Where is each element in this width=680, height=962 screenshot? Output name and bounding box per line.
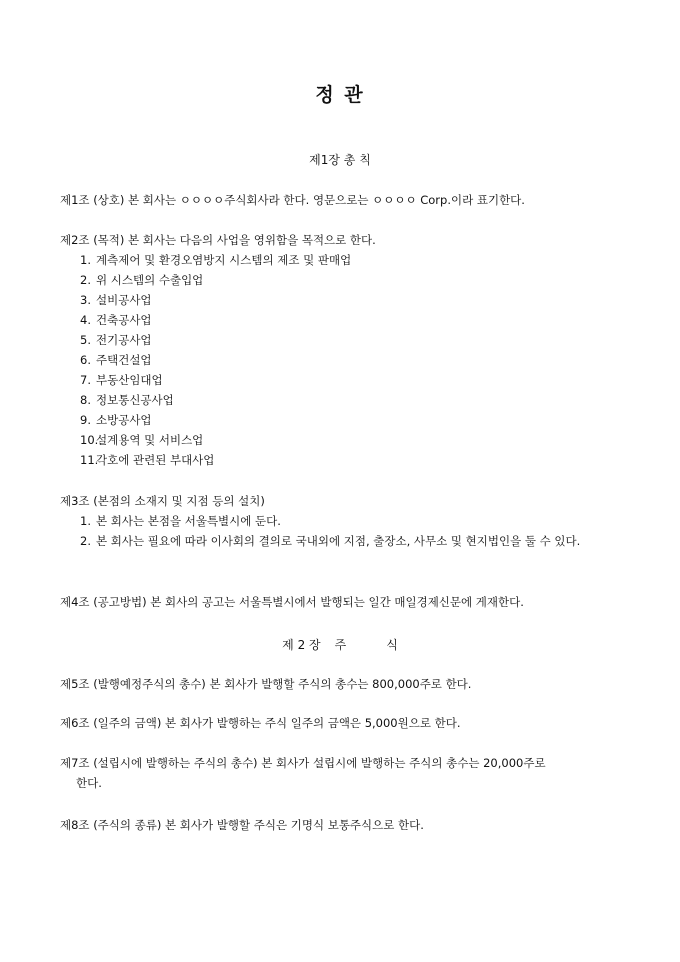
list-item — [60, 531, 620, 551]
item-number: 7. — [80, 373, 91, 387]
item-number: 2. — [80, 534, 91, 548]
item-text: 소방공사업 — [96, 413, 152, 427]
item-text: 전기공사업 — [96, 333, 152, 347]
item-number: 5. — [80, 333, 91, 347]
list-item — [60, 410, 620, 430]
article-4 — [60, 592, 620, 612]
article-6-text: 제6조 (일주의 금액) 본 회사가 발행하는 주식 일주의 금액은 5,000원으로 한다. — [60, 716, 461, 730]
item-number: 9. — [80, 413, 91, 427]
article-6 — [60, 713, 620, 733]
article-2-item-list — [60, 250, 620, 470]
article-7-continuation: 한다. — [76, 776, 102, 790]
item-text: 정보통신공사업 — [96, 393, 174, 407]
item-number: 2. — [80, 273, 91, 287]
item-text: 계측제어 및 환경오염방지 시스템의 제조 및 판매업 — [96, 253, 352, 267]
article-1-text: 제1조 (상호) 본 회사는 ㅇㅇㅇㅇ주식회사라 한다. 영문으로는 ㅇㅇㅇㅇ Corp.이라 표기한다. — [60, 193, 525, 207]
chapter-2-label: 제 2 장 — [282, 638, 321, 652]
article-5-text: 제5조 (발행예정주식의 총수) 본 회사가 발행할 주식의 총수는 800,000주로 한다. — [60, 677, 472, 691]
article-8-text: 제8조 (주식의 종류) 본 회사가 발행할 주식은 기명식 보통주식으로 한다. — [60, 818, 424, 832]
article-7-text: 제7조 (설립시에 발행하는 주식의 총수) 본 회사가 설립시에 발행하는 주식의 총수는 20,000주로 — [60, 756, 546, 770]
item-number: 8. — [80, 393, 91, 407]
list-item — [60, 250, 620, 270]
document-title: 정 관 — [315, 84, 365, 106]
article-2-text: 제2조 (목적) 본 회사는 다음의 사업을 영위함을 목적으로 한다. — [60, 233, 376, 247]
item-number: 10. — [80, 433, 99, 447]
item-number: 1. — [80, 253, 91, 267]
article-8 — [60, 815, 620, 835]
list-item — [60, 390, 620, 410]
item-text: 설비공사업 — [96, 293, 152, 307]
item-number: 6. — [80, 353, 91, 367]
list-item — [60, 330, 620, 350]
item-number: 1. — [80, 514, 91, 528]
list-item — [60, 270, 620, 290]
item-number: 4. — [80, 313, 91, 327]
item-text: 주택건설업 — [96, 353, 152, 367]
article-3-item-list — [60, 511, 620, 551]
list-item — [60, 450, 620, 470]
list-item — [60, 290, 620, 310]
chapter-2-name-part2: 식 — [386, 638, 398, 652]
item-number: 3. — [80, 293, 91, 307]
item-text: 위 시스템의 수출입업 — [96, 273, 204, 287]
list-item — [60, 370, 620, 390]
item-text: 설계용역 및 서비스업 — [96, 433, 204, 447]
article-5 — [60, 674, 620, 694]
item-text: 건축공사업 — [96, 313, 152, 327]
article-2 — [60, 230, 620, 470]
item-text: 각호에 관련된 부대사업 — [96, 453, 215, 467]
chapter-1-heading: 제1장 총 칙 — [309, 153, 371, 167]
chapter-2-heading — [0, 636, 680, 653]
item-number: 11. — [80, 453, 99, 467]
list-item — [60, 430, 620, 450]
article-7 — [60, 753, 620, 793]
list-item — [60, 511, 620, 531]
article-4-text: 제4조 (공고방법) 본 회사의 공고는 서울특별시에서 발행되는 일간 매일경제신문에 게재한다. — [60, 595, 524, 609]
article-3-text: 제3조 (본점의 소재지 및 지점 등의 설치) — [60, 494, 265, 508]
chapter-2-name-part1: 주 — [334, 638, 347, 652]
article-1 — [60, 190, 620, 210]
article-3 — [60, 491, 620, 551]
list-item — [60, 310, 620, 330]
item-text: 본 회사는 필요에 따라 이사회의 결의로 국내외에 지점, 출장소, 사무소 및 현지법인을 둘 수 있다. — [96, 534, 581, 548]
list-item — [60, 350, 620, 370]
item-text: 부동산임대업 — [96, 373, 163, 387]
item-text: 본 회사는 본점을 서울특별시에 둔다. — [96, 514, 281, 528]
